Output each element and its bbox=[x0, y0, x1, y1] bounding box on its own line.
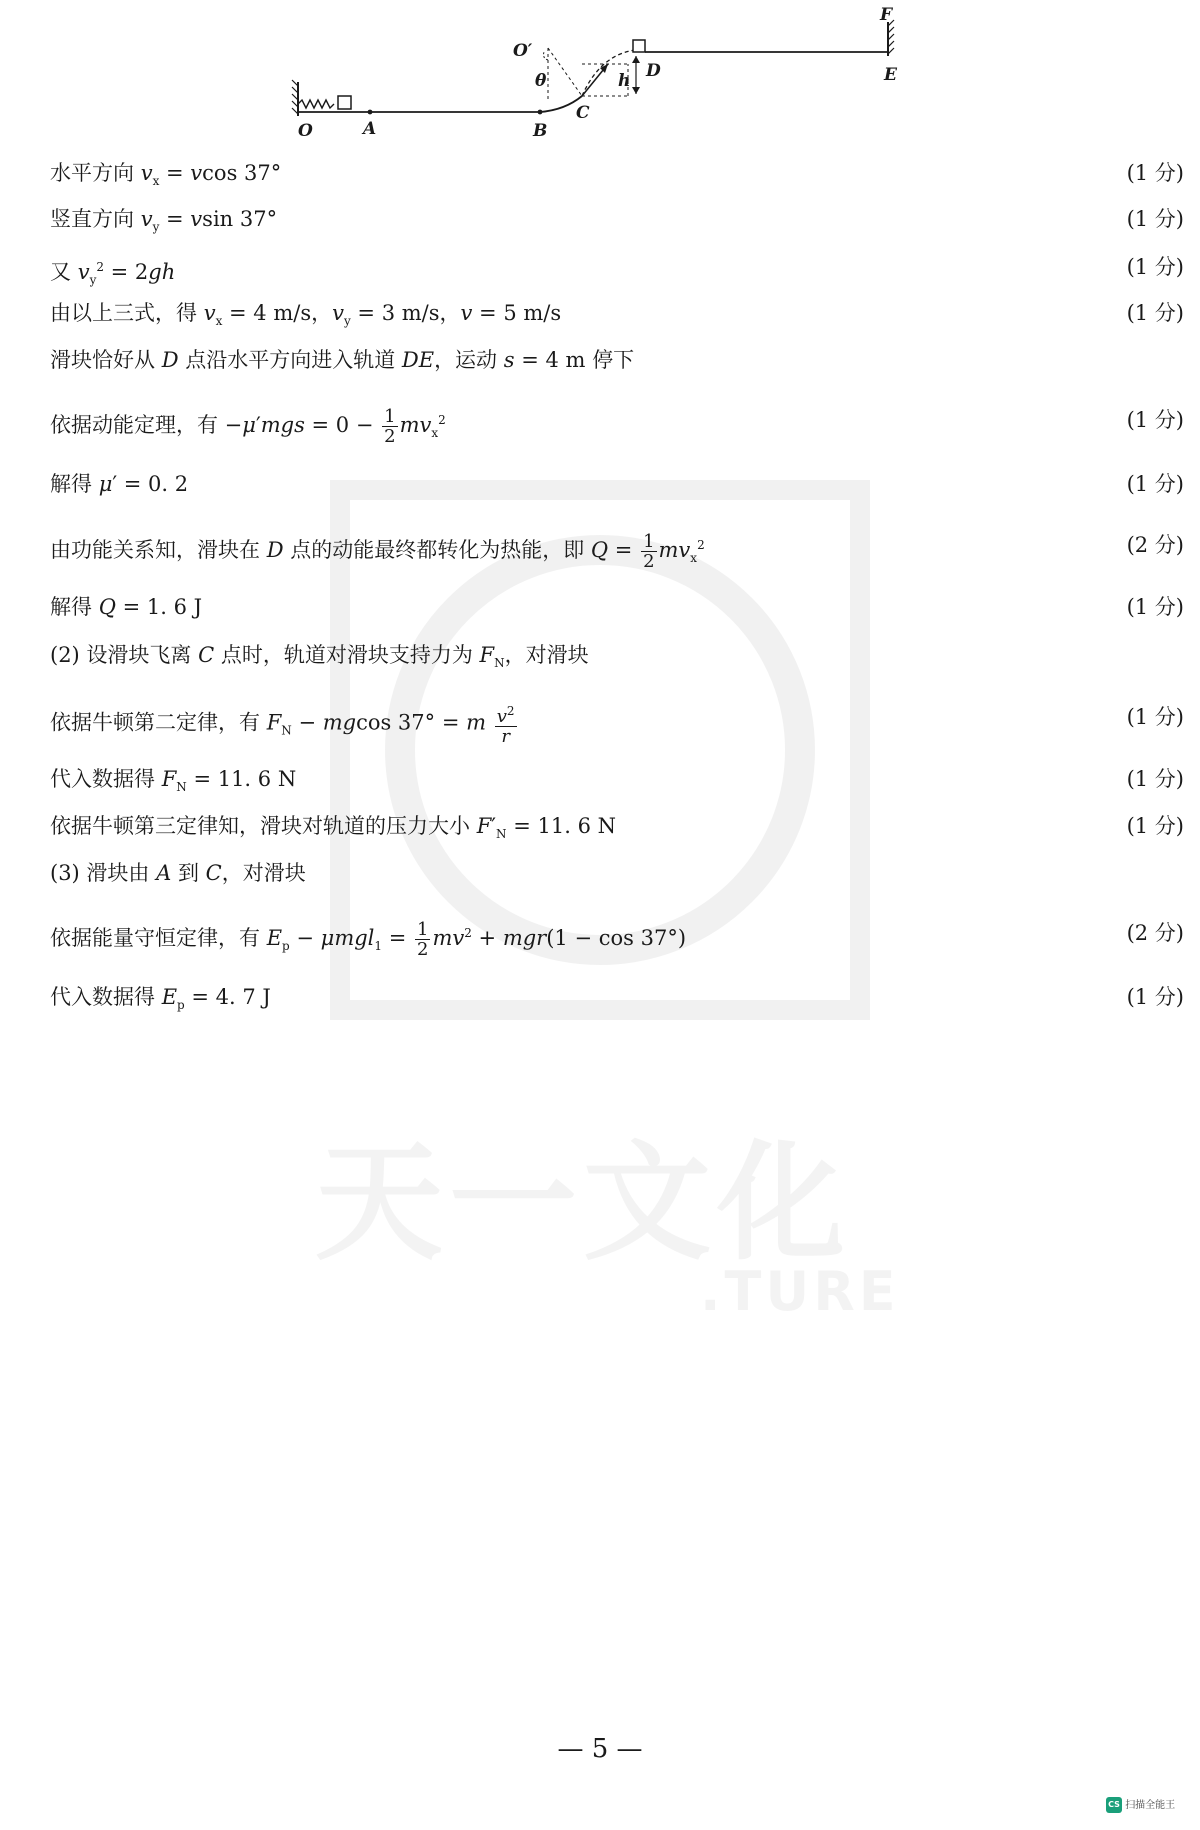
score: (1 分) bbox=[1126, 814, 1184, 838]
score: (1 分) bbox=[1126, 767, 1184, 791]
score: (1 分) bbox=[1126, 705, 1184, 729]
label-D: D bbox=[646, 61, 661, 81]
label-O: O bbox=[298, 121, 313, 141]
solution-line bbox=[50, 982, 1184, 1020]
line-text: 滑块恰好从 D 点沿水平方向进入轨道 DE，运动 s = 4 m 停下 bbox=[50, 348, 635, 372]
line-text: 解得 μ′ = 0. 2 bbox=[50, 472, 189, 496]
label-F: F bbox=[880, 5, 893, 25]
score: (2 分) bbox=[1126, 921, 1184, 945]
label-O-prime: O′ bbox=[513, 41, 533, 61]
line-text: 代入数据得 $E_p = 4$. 7 J bbox=[50, 985, 271, 1013]
label-E: E bbox=[884, 65, 897, 85]
watermark-text bbox=[315, 1100, 851, 1284]
solution-line bbox=[50, 702, 1184, 746]
solution-line bbox=[50, 345, 1184, 375]
solution-line bbox=[50, 811, 1184, 849]
line-text: 水平方向 $v_x = vcos$ 37° bbox=[50, 161, 282, 189]
label-C: C bbox=[576, 103, 590, 123]
solution-line bbox=[50, 405, 1184, 448]
watermark-sub bbox=[700, 1260, 900, 1323]
physics-track-figure bbox=[290, 0, 950, 145]
score: (1 分) bbox=[1126, 472, 1184, 496]
score: (1 分) bbox=[1126, 595, 1184, 619]
label-A: A bbox=[363, 119, 377, 139]
solution-line bbox=[50, 640, 1184, 678]
line-text: 竖直方向 $v_y = vsin$ 37° bbox=[50, 207, 278, 235]
solution-line bbox=[50, 858, 1184, 888]
line-text: 由功能关系知，滑块在 D 点的动能最终都转化为热能，即 Q = $\frac{1}{2}$ $mv_x^2$ bbox=[50, 531, 705, 572]
score: (1 分) bbox=[1126, 301, 1184, 325]
solution-line bbox=[50, 252, 1184, 295]
score: (2 分) bbox=[1126, 533, 1184, 557]
score: (1 分) bbox=[1126, 207, 1184, 231]
page-number: — 5 — bbox=[557, 1734, 643, 1764]
score: (1 分) bbox=[1126, 161, 1184, 185]
score: (1 分) bbox=[1126, 408, 1184, 432]
solution-line bbox=[50, 530, 1184, 573]
label-B: B bbox=[533, 121, 548, 141]
line-text: (3) 滑块由 A 到 C，对滑块 bbox=[50, 861, 306, 885]
label-theta: θ bbox=[535, 71, 547, 91]
line-text: 依据动能定理，有 −μ′mgs = 0 − $\frac{1}{2}$ $mv_x^2$ bbox=[50, 406, 446, 447]
line-text: 依据牛顿第二定律，有 $F_N - mgcos$ 37° = m $\frac{v^2}{r}$ bbox=[50, 704, 515, 747]
solution-line bbox=[50, 918, 1184, 961]
solution-line bbox=[50, 158, 1184, 196]
scanner-badge-text: 扫描全能王 bbox=[1125, 1800, 1176, 1811]
line-text: 依据能量守恒定律，有 $E_p - \mu mgl_1$ = $\frac{1}{2}$ $mv^2 + mgr(1 - \cos 37^\circ)$ bbox=[50, 919, 687, 960]
solution-line bbox=[50, 469, 1184, 499]
score: (1 分) bbox=[1126, 985, 1184, 1009]
scanner-badge bbox=[1106, 1796, 1196, 1818]
solution-line bbox=[50, 298, 1184, 336]
line-text: 依据牛顿第三定律知，滑块对轨道的压力大小 $F'_N = 11$. 6 N bbox=[50, 814, 616, 842]
solution-line bbox=[50, 764, 1184, 802]
line-text: 又 $v_y^2 = 2gh$ bbox=[50, 260, 176, 288]
score: (1 分) bbox=[1126, 255, 1184, 279]
cs-logo-icon: CS bbox=[1106, 1797, 1122, 1813]
line-text: 解得 Q = 1. 6 J bbox=[50, 595, 203, 619]
solution-line bbox=[50, 592, 1184, 622]
label-h: h bbox=[618, 71, 631, 91]
line-text: 代入数据得 $F_N = 11$. 6 N bbox=[50, 767, 297, 795]
solution-line bbox=[50, 204, 1184, 242]
line-text: (2) 设滑块飞离 C 点时，轨道对滑块支持力为 $F_N$，对滑块 bbox=[50, 643, 589, 671]
line-text: 由以上三式，得 $v_x = 4$ m/s，$v_y = 3$ m/s，v = 5 m/s bbox=[50, 301, 562, 329]
